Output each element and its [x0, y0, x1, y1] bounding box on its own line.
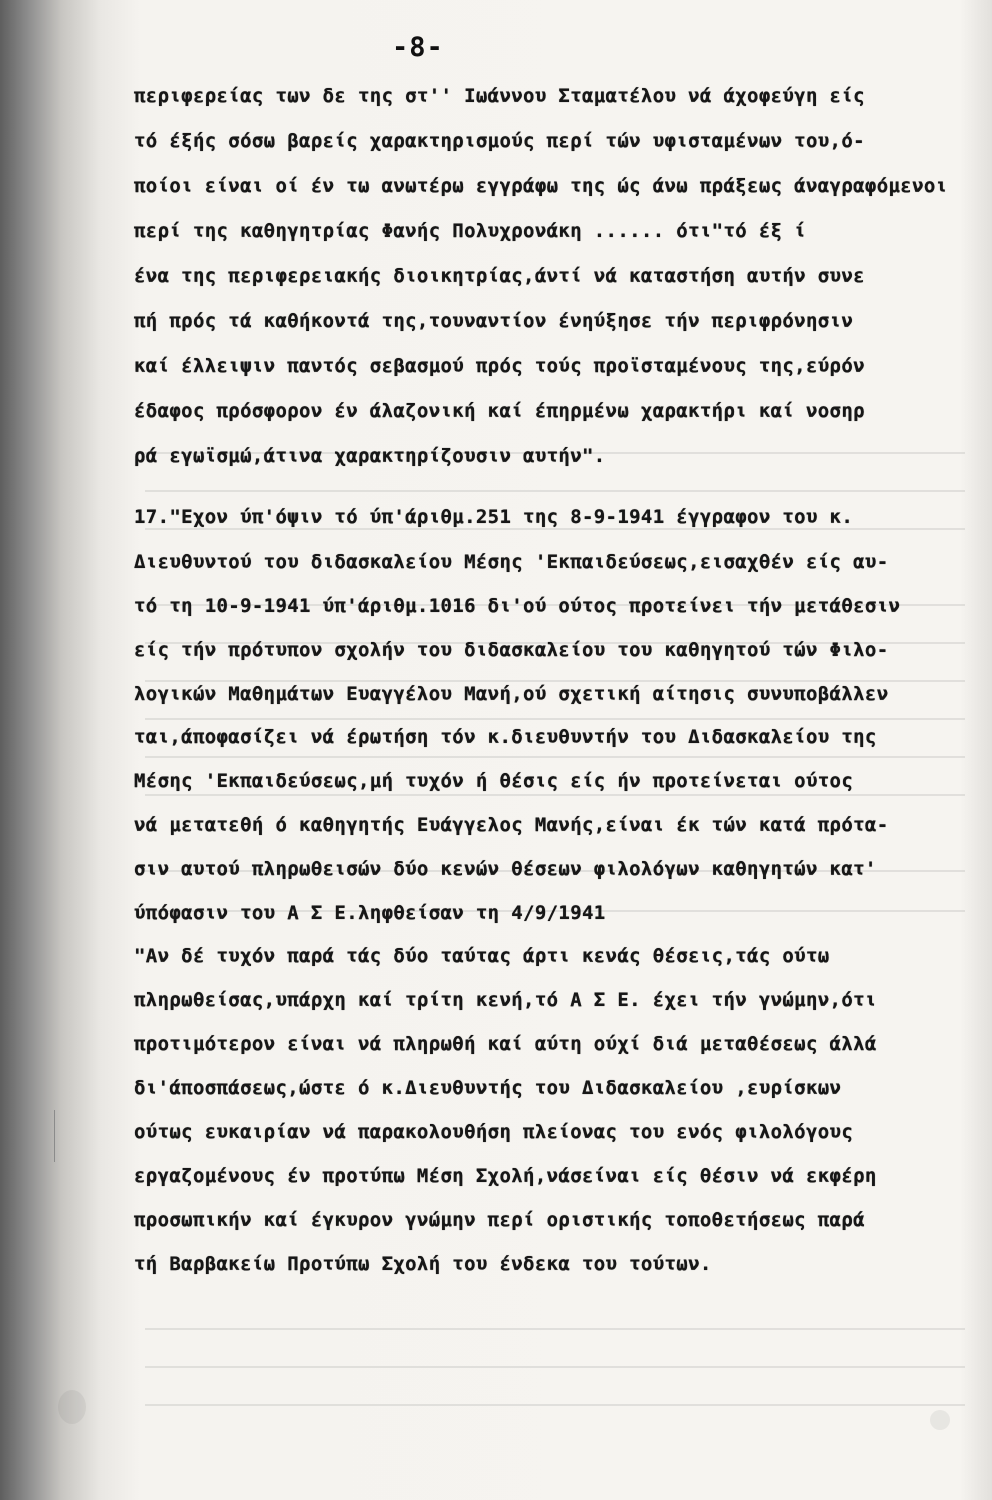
bleed-through-line	[145, 794, 965, 796]
typed-line: 17."Εχον ύπ'όψιν τό ύπ'άριθμ.251 της 8-9-1941 έγγραφον του κ.	[134, 506, 854, 528]
typed-line: πληρωθείσας,υπάρχη καί τρίτη κενή,τό Α Σ Ε. έχει τήν γνώμην,ότι	[134, 989, 877, 1011]
typed-line: περί της καθηγητρίας Φανής Πολυχρονάκη ...... ότι"τό έξ ί	[134, 220, 806, 242]
bleed-through-line	[145, 756, 965, 758]
typed-line: προσωπικήν καί έγκυρον γνώμην περί οριστικής τοποθετήσεως παρά	[134, 1209, 865, 1231]
typed-line: προτιμότερον είναι νά πληρωθή καί αύτη ούχί διά μεταθέσεως άλλά	[134, 1033, 877, 1055]
typed-line: "Αν δέ τυχόν παρά τάς δύο ταύτας άρτι κενάς θέσεις,τάς ούτω	[134, 945, 830, 967]
typed-line: Μέσης 'Εκπαιδεύσεως,μή τυχόν ή θέσις είς ήν προτείνεται ούτος	[134, 770, 854, 792]
bleed-through-line	[145, 1328, 965, 1330]
page-number: -8-	[392, 32, 444, 63]
typed-line: πή πρός τά καθήκοντά της,τουναντίον ένηύξησε τήν περιφρόνησιν	[134, 310, 854, 332]
typed-line: Διευθυντού του διδασκαλείου Μέσης 'Εκπαιδεύσεως,εισαχθέν είς αυ-	[134, 551, 889, 573]
bleed-through-line	[145, 490, 965, 492]
paper-stain	[930, 1410, 950, 1430]
typed-line: τό έξής σόσω βαρείς χαρακτηρισμούς περί τών υφισταμένων του,ό-	[134, 130, 865, 152]
margin-mark	[54, 1110, 55, 1162]
typed-line: περιφερείας των δε της στ'' Ιωάννου Σταματέλου νά άχοφεύγη είς	[134, 85, 865, 107]
typed-line: καί έλλειψιν παντός σεβασμού πρός τούς προϊσταμένους της,εύρόν	[134, 355, 865, 377]
typed-line: ύπόφασιν του Α Σ Ε.ληφθείσαν τη 4/9/1941	[134, 902, 606, 924]
typed-line: εργαζομένους έν προτύπω Μέση Σχολή,νάσείναι είς θέσιν νά εκφέρη	[134, 1165, 877, 1187]
bleed-through-line	[145, 1404, 965, 1406]
typed-line: είς τήν πρότυπον σχολήν του διδασκαλείου του καθηγητού τών Φιλο-	[134, 639, 889, 661]
typed-line: ται,άποφασίζει νά έρωτήση τόν κ.διευθυντήν του Διδασκαλείου της	[134, 726, 877, 748]
typed-line: σιν αυτού πληρωθεισών δύο κενών θέσεων φιλολόγων καθηγητών κατ'	[134, 858, 877, 880]
typed-line: ένα της περιφερειακής διοικητρίας,άντί νά καταστήση αυτήν συνε	[134, 265, 865, 287]
paper-stain	[58, 1390, 86, 1424]
typed-line: νά μετατεθή ό καθηγητής Ευάγγελος Μανής,είναι έκ τών κατά πρότα-	[134, 814, 889, 836]
typed-line: τό τη 10-9-1941 ύπ'άριθμ.1016 δι'ού ούτος προτείνει τήν μετάθεσιν	[134, 595, 901, 617]
typed-line: έδαφος πρόσφορον έν άλαζονική καί έπηρμένω χαρακτήρι καί νοσηρ	[134, 400, 865, 422]
typed-line: ποίοι είναι οί έν τω ανωτέρω εγγράφω της ώς άνω πράξεως άναγραφόμενοι	[134, 175, 948, 197]
typed-line: λογικών Μαθημάτων Ευαγγέλου Μανή,ού σχετική αίτησις συνυποβάλλεν	[134, 683, 889, 705]
bleed-through-line	[145, 1366, 965, 1368]
typed-line: ούτως ευκαιρίαν νά παρακολουθήση πλείονας του ενός φιλολόγους	[134, 1121, 854, 1143]
typed-line: τή Βαρβακείω Προτύπω Σχολή του ένδεκα του τούτων.	[134, 1253, 712, 1275]
typed-line: δι'άποσπάσεως,ώστε ό κ.Διευθυντής του Διδασκαλείου ,ευρίσκων	[134, 1077, 842, 1099]
bleed-through-line	[145, 718, 965, 720]
typed-line: ρά εγωϊσμώ,άτινα χαρακτηρίζουσιν αυτήν".	[134, 445, 606, 467]
